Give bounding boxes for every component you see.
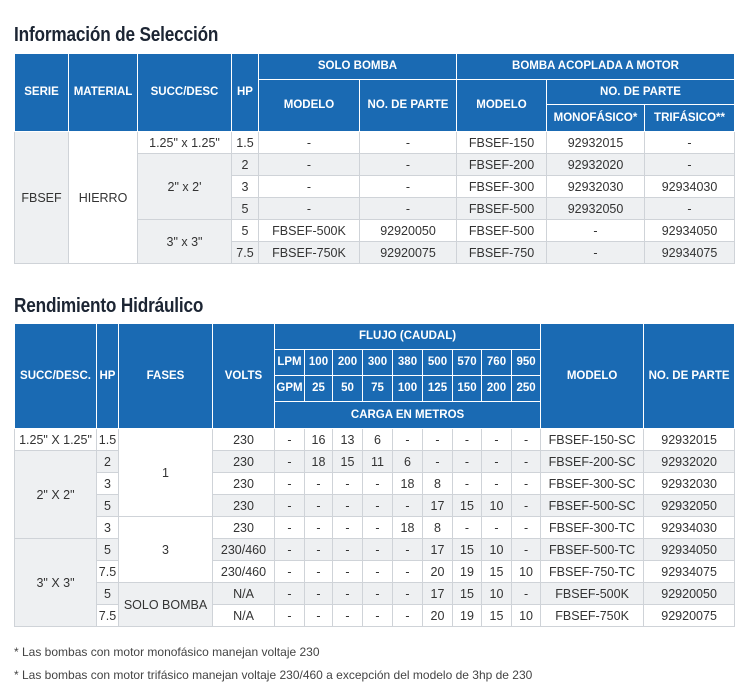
parte-cell: 92934030 [644, 517, 735, 539]
head-value-cell: - [363, 605, 393, 627]
gpm-value: 50 [333, 376, 363, 402]
head-value-cell: - [305, 517, 333, 539]
head-value-cell: 13 [333, 429, 363, 451]
solo-modelo-cell: - [259, 198, 360, 220]
head-value-cell: - [393, 429, 423, 451]
head-value-cell: - [275, 451, 305, 473]
head-value-cell: - [275, 517, 305, 539]
lpm-label: LPM [275, 350, 305, 376]
head-value-cell: 15 [453, 495, 482, 517]
motor-modelo-cell: FBSEF-150 [457, 132, 547, 154]
head-value-cell: - [275, 583, 305, 605]
head-value-cell: - [453, 429, 482, 451]
tri-cell: 92934050 [645, 220, 735, 242]
head-value-cell: - [393, 561, 423, 583]
mono-cell: - [547, 220, 645, 242]
parte-cell: 92920075 [644, 605, 735, 627]
lpm-value: 950 [512, 350, 541, 376]
head-value-cell: - [305, 605, 333, 627]
mono-cell: 92932030 [547, 176, 645, 198]
head-value-cell: 17 [423, 583, 453, 605]
head-value-cell: - [305, 495, 333, 517]
header-succ-desc: SUCC/DESC. [15, 324, 97, 429]
hp-cell: 7.5 [232, 242, 259, 264]
head-value-cell: - [333, 473, 363, 495]
header-solo-modelo: MODELO [259, 80, 360, 132]
lpm-value: 500 [423, 350, 453, 376]
volts-cell: 230 [213, 451, 275, 473]
head-value-cell: 10 [482, 539, 512, 561]
parte-cell: 92934075 [644, 561, 735, 583]
head-value-cell: - [333, 561, 363, 583]
hp-cell: 3 [97, 517, 119, 539]
volts-cell: 230/460 [213, 539, 275, 561]
hp-cell: 5 [232, 220, 259, 242]
parte-cell: 92932020 [644, 451, 735, 473]
header-serie: SERIE [15, 54, 69, 132]
modelo-cell: FBSEF-500-TC [541, 539, 644, 561]
head-value-cell: 15 [482, 605, 512, 627]
head-value-cell: - [512, 495, 541, 517]
lpm-value: 300 [363, 350, 393, 376]
head-value-cell: - [512, 429, 541, 451]
motor-modelo-cell: FBSEF-500 [457, 198, 547, 220]
head-value-cell: 10 [482, 583, 512, 605]
succ-cell: 3" x 3" [138, 220, 232, 264]
solo-modelo-cell: - [259, 154, 360, 176]
modelo-cell: FBSEF-300-TC [541, 517, 644, 539]
solo-parte-cell: 92920075 [360, 242, 457, 264]
head-value-cell: 6 [393, 451, 423, 473]
motor-modelo-cell: FBSEF-500 [457, 220, 547, 242]
head-value-cell: 15 [453, 539, 482, 561]
head-value-cell: 18 [393, 517, 423, 539]
head-value-cell: 10 [482, 495, 512, 517]
head-value-cell: - [512, 583, 541, 605]
volts-cell: N/A [213, 605, 275, 627]
succ-cell: 3" X 3" [15, 539, 97, 627]
head-value-cell: - [482, 451, 512, 473]
header-hp: HP [232, 54, 259, 132]
solo-parte-cell: 92920050 [360, 220, 457, 242]
lpm-value: 380 [393, 350, 423, 376]
head-value-cell: - [305, 561, 333, 583]
solo-modelo-cell: FBSEF-750K [259, 242, 360, 264]
head-value-cell: - [423, 429, 453, 451]
header-succ-desc: SUCC/DESC [138, 54, 232, 132]
head-value-cell: 15 [333, 451, 363, 473]
hp-cell: 7.5 [97, 605, 119, 627]
selection-title: Información de Selección [14, 24, 219, 46]
head-value-cell: - [512, 517, 541, 539]
head-value-cell: - [453, 473, 482, 495]
head-value-cell: - [363, 495, 393, 517]
header-material: MATERIAL [69, 54, 138, 132]
head-value-cell: - [393, 583, 423, 605]
solo-parte-cell: - [360, 198, 457, 220]
header-fases: FASES [119, 324, 213, 429]
hydraulic-title: Rendimiento Hidráulico [14, 295, 204, 317]
volts-cell: 230 [213, 429, 275, 451]
hp-cell: 1.5 [97, 429, 119, 451]
tri-cell: - [645, 132, 735, 154]
header-volts: VOLTS [213, 324, 275, 429]
header-motor-parte: NO. DE PARTE [547, 80, 735, 105]
fases-cell: 3 [119, 517, 213, 583]
hp-cell: 3 [232, 176, 259, 198]
modelo-cell: FBSEF-150-SC [541, 429, 644, 451]
head-value-cell: - [423, 451, 453, 473]
header-modelo: MODELO [541, 324, 644, 429]
head-value-cell: - [305, 583, 333, 605]
head-value-cell: - [393, 605, 423, 627]
lpm-value: 760 [482, 350, 512, 376]
motor-modelo-cell: FBSEF-750 [457, 242, 547, 264]
head-value-cell: 18 [305, 451, 333, 473]
hp-cell: 5 [97, 583, 119, 605]
modelo-cell: FBSEF-500K [541, 583, 644, 605]
gpm-value: 250 [512, 376, 541, 402]
modelo-cell: FBSEF-750-TC [541, 561, 644, 583]
gpm-value: 75 [363, 376, 393, 402]
lpm-value: 570 [453, 350, 482, 376]
footnote-tri: * Las bombas con motor trifásico manejan voltaje 230/460 a excepción del modelo de 3hp de 230 [14, 668, 533, 682]
material-cell: HIERRO [69, 132, 138, 264]
header-motor-modelo: MODELO [457, 80, 547, 132]
succ-cell: 2" x 2' [138, 154, 232, 220]
head-value-cell: 15 [482, 561, 512, 583]
head-value-cell: - [482, 473, 512, 495]
volts-cell: 230 [213, 517, 275, 539]
head-value-cell: 10 [512, 605, 541, 627]
header-monofasico: MONOFÁSICO* [547, 105, 645, 132]
head-value-cell: - [275, 539, 305, 561]
parte-cell: 92932015 [644, 429, 735, 451]
solo-modelo-cell: - [259, 176, 360, 198]
head-value-cell: - [482, 517, 512, 539]
mono-cell: 92932050 [547, 198, 645, 220]
head-value-cell: 8 [423, 473, 453, 495]
head-value-cell: 20 [423, 561, 453, 583]
hp-cell: 2 [97, 451, 119, 473]
head-value-cell: - [512, 539, 541, 561]
head-value-cell: 10 [512, 561, 541, 583]
tri-cell: - [645, 198, 735, 220]
header-trifasico: TRIFÁSICO** [645, 105, 735, 132]
gpm-value: 150 [453, 376, 482, 402]
modelo-cell: FBSEF-500-SC [541, 495, 644, 517]
tri-cell: - [645, 154, 735, 176]
head-value-cell: 16 [305, 429, 333, 451]
modelo-cell: FBSEF-200-SC [541, 451, 644, 473]
head-value-cell: 17 [423, 539, 453, 561]
head-value-cell: - [333, 517, 363, 539]
header-flujo: FLUJO (CAUDAL) [275, 324, 541, 350]
hp-cell: 5 [97, 495, 119, 517]
fases-cell: SOLO BOMBA [119, 583, 213, 627]
tri-cell: 92934075 [645, 242, 735, 264]
selection-table [14, 53, 735, 264]
fases-cell: 1 [119, 429, 213, 517]
header-carga: CARGA EN METROS [275, 402, 541, 429]
parte-cell: 92932030 [644, 473, 735, 495]
head-value-cell: - [512, 451, 541, 473]
gpm-value: 125 [423, 376, 453, 402]
modelo-cell: FBSEF-300-SC [541, 473, 644, 495]
parte-cell: 92920050 [644, 583, 735, 605]
volts-cell: 230 [213, 473, 275, 495]
head-value-cell: - [275, 561, 305, 583]
hp-cell: 3 [97, 473, 119, 495]
volts-cell: 230/460 [213, 561, 275, 583]
head-value-cell: - [275, 495, 305, 517]
parte-cell: 92934050 [644, 539, 735, 561]
head-value-cell: 8 [423, 517, 453, 539]
head-value-cell: - [275, 605, 305, 627]
volts-cell: N/A [213, 583, 275, 605]
hp-cell: 5 [97, 539, 119, 561]
lpm-value: 200 [333, 350, 363, 376]
head-value-cell: - [333, 605, 363, 627]
lpm-value: 100 [305, 350, 333, 376]
head-value-cell: 18 [393, 473, 423, 495]
modelo-cell: FBSEF-750K [541, 605, 644, 627]
gpm-label: GPM [275, 376, 305, 402]
head-value-cell: - [453, 451, 482, 473]
parte-cell: 92932050 [644, 495, 735, 517]
header-hp: HP [97, 324, 119, 429]
header-solo-parte: NO. DE PARTE [360, 80, 457, 132]
head-value-cell: - [363, 473, 393, 495]
head-value-cell: - [305, 539, 333, 561]
head-value-cell: - [333, 539, 363, 561]
head-value-cell: 19 [453, 605, 482, 627]
succ-cell: 1.25" X 1.25" [15, 429, 97, 451]
head-value-cell: - [363, 517, 393, 539]
head-value-cell: - [333, 495, 363, 517]
solo-modelo-cell: FBSEF-500K [259, 220, 360, 242]
head-value-cell: - [482, 429, 512, 451]
head-value-cell: - [363, 539, 393, 561]
motor-modelo-cell: FBSEF-200 [457, 154, 547, 176]
head-value-cell: - [305, 473, 333, 495]
gpm-value: 100 [393, 376, 423, 402]
head-value-cell: 15 [453, 583, 482, 605]
head-value-cell: 6 [363, 429, 393, 451]
header-solo-bomba: SOLO BOMBA [259, 54, 457, 80]
head-value-cell: 17 [423, 495, 453, 517]
succ-cell: 2" X 2" [15, 451, 97, 539]
head-value-cell: 19 [453, 561, 482, 583]
head-value-cell: - [512, 473, 541, 495]
head-value-cell: - [275, 429, 305, 451]
mono-cell: 92932015 [547, 132, 645, 154]
solo-parte-cell: - [360, 154, 457, 176]
volts-cell: 230 [213, 495, 275, 517]
head-value-cell: - [363, 561, 393, 583]
tri-cell: 92934030 [645, 176, 735, 198]
mono-cell: - [547, 242, 645, 264]
head-value-cell: - [453, 517, 482, 539]
head-value-cell: - [275, 473, 305, 495]
hp-cell: 2 [232, 154, 259, 176]
motor-modelo-cell: FBSEF-300 [457, 176, 547, 198]
solo-modelo-cell: - [259, 132, 360, 154]
head-value-cell: - [393, 539, 423, 561]
head-value-cell: - [393, 495, 423, 517]
serie-cell: FBSEF [15, 132, 69, 264]
header-bomba-motor: BOMBA ACOPLADA A MOTOR [457, 54, 735, 80]
hp-cell: 1.5 [232, 132, 259, 154]
gpm-value: 25 [305, 376, 333, 402]
solo-parte-cell: - [360, 176, 457, 198]
header-no-parte: NO. DE PARTE [644, 324, 735, 429]
hp-cell: 5 [232, 198, 259, 220]
gpm-value: 200 [482, 376, 512, 402]
head-value-cell: - [363, 583, 393, 605]
head-value-cell: 11 [363, 451, 393, 473]
footnote-mono: * Las bombas con motor monofásico manejan voltaje 230 [14, 645, 320, 659]
succ-cell: 1.25" x 1.25" [138, 132, 232, 154]
hp-cell: 7.5 [97, 561, 119, 583]
head-value-cell: 20 [423, 605, 453, 627]
solo-parte-cell: - [360, 132, 457, 154]
hydraulic-table [14, 323, 735, 627]
mono-cell: 92932020 [547, 154, 645, 176]
head-value-cell: - [333, 583, 363, 605]
